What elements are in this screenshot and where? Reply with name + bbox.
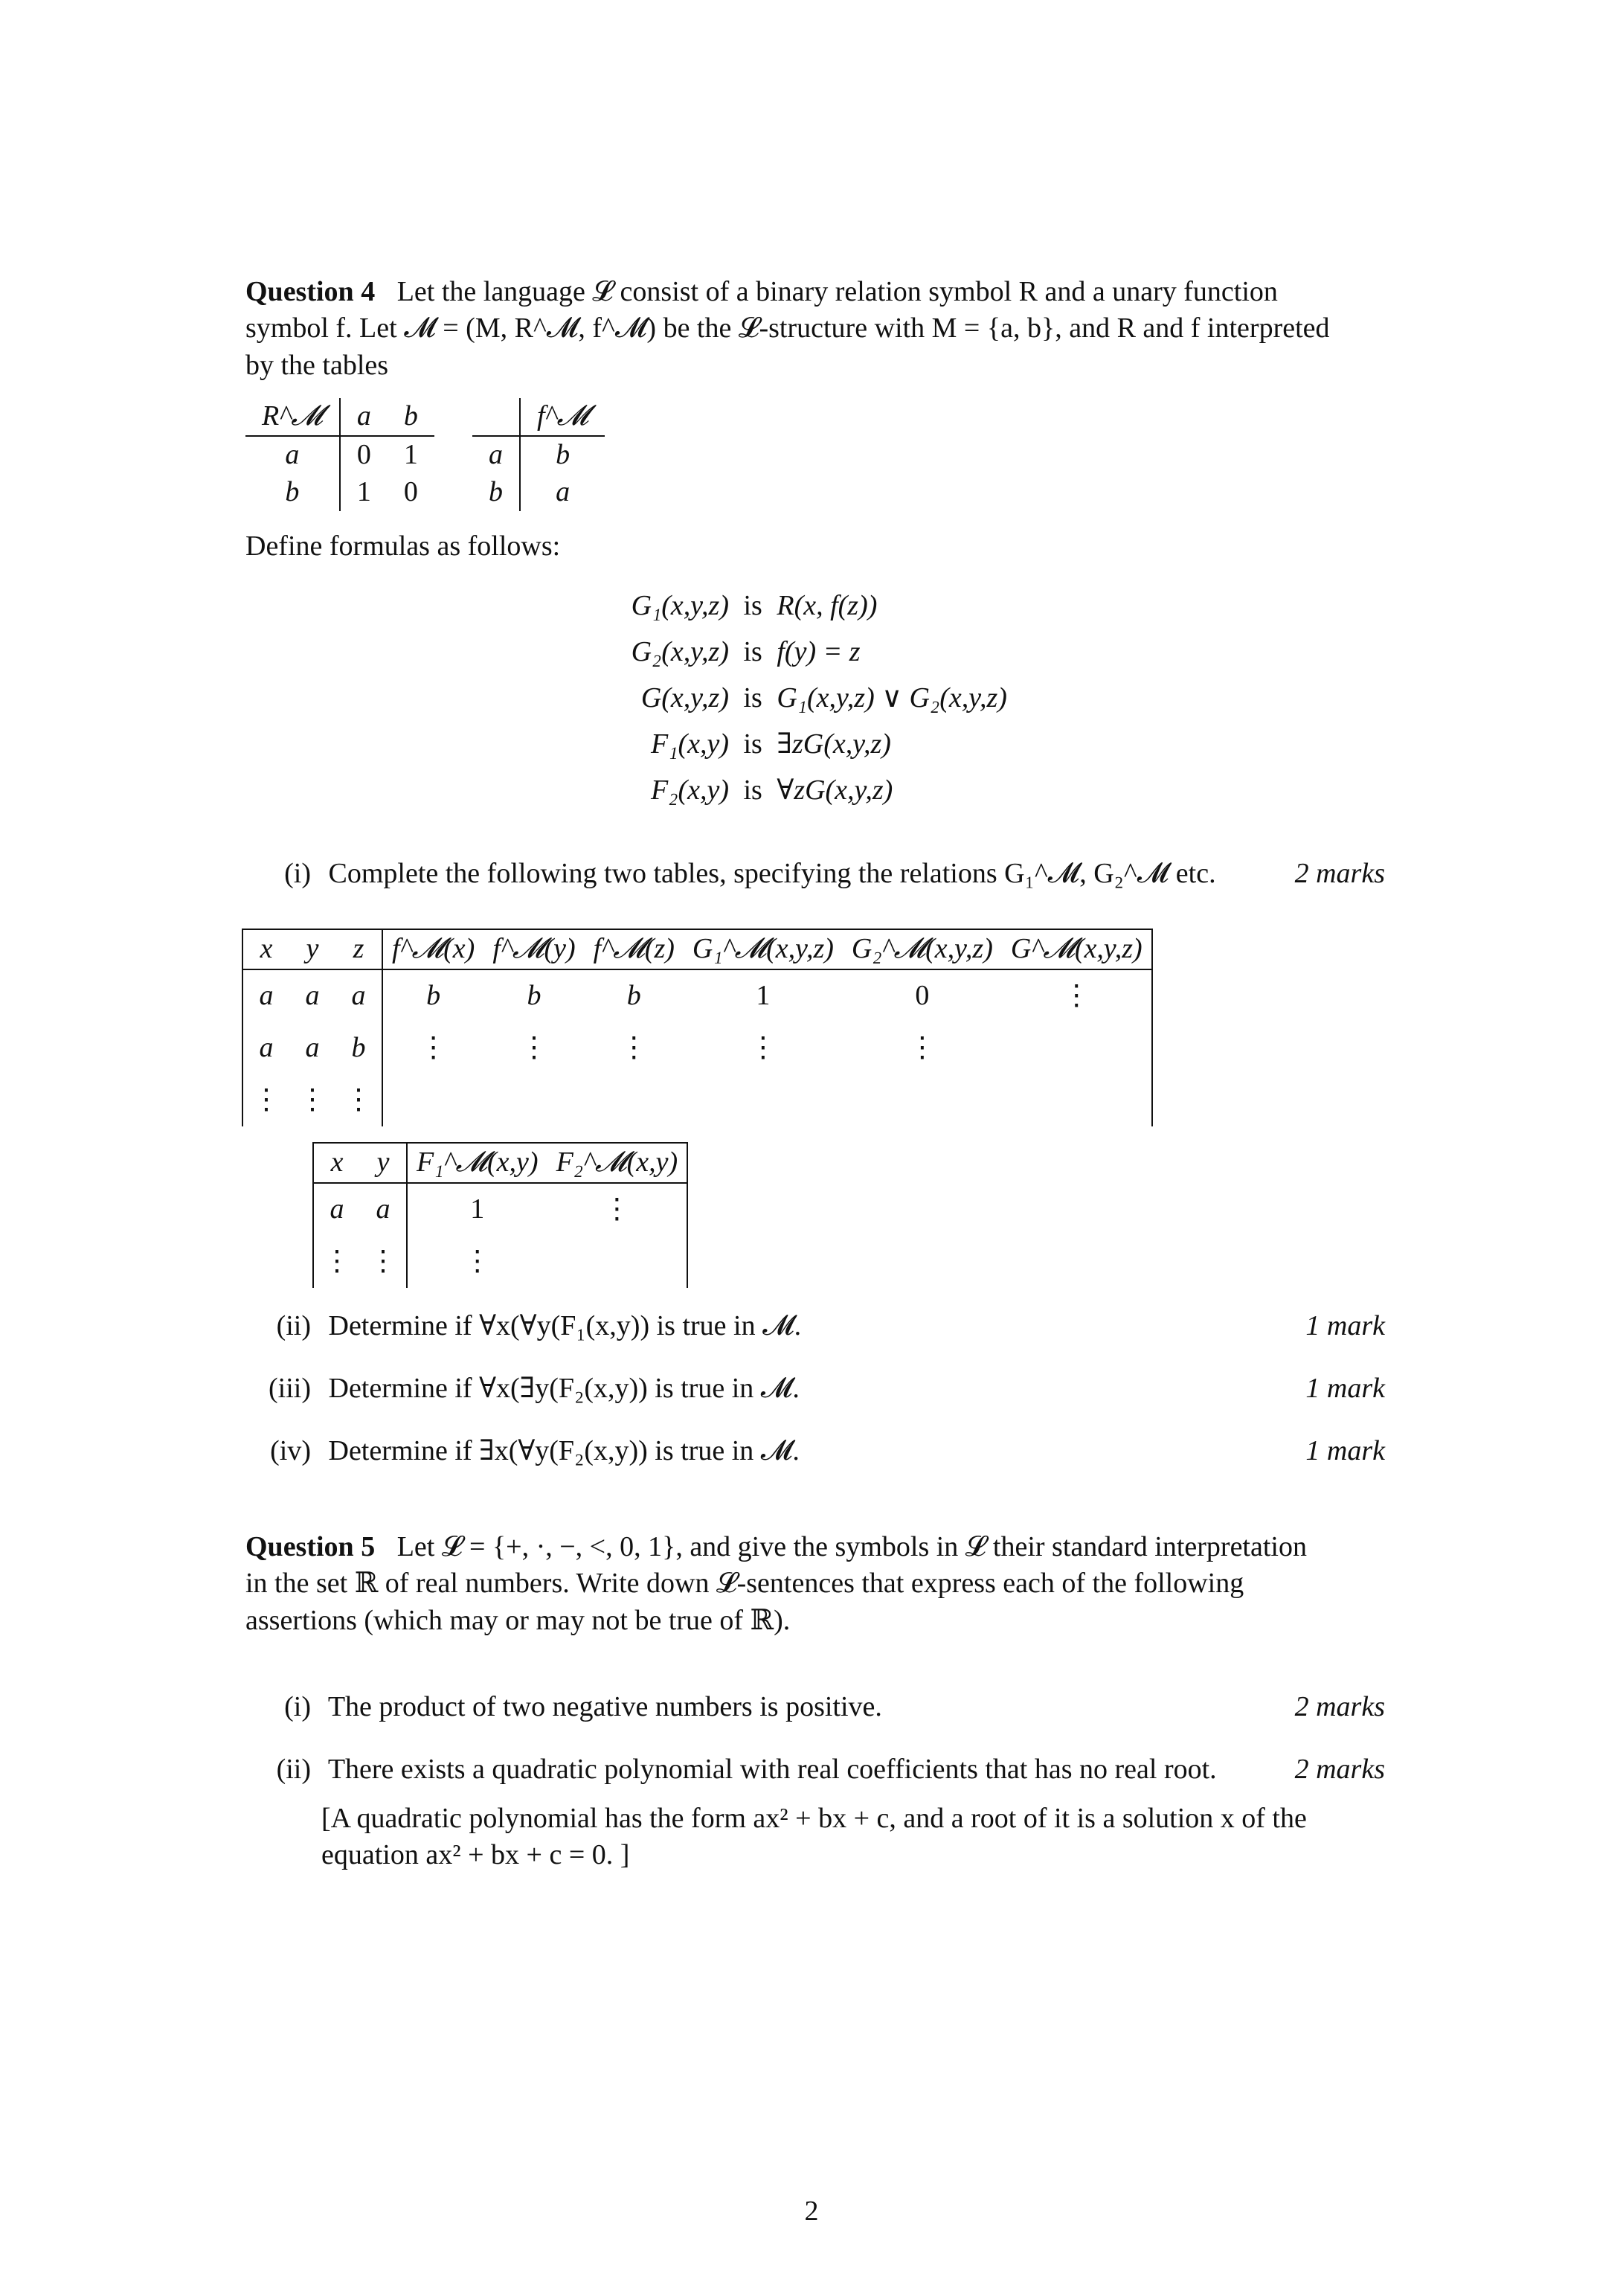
formula-is: is (743, 682, 762, 714)
q5-note-line1: [A quadratic polynomial has the form ax² + bx + c, and a root of it is a solution x of the (321, 1803, 1307, 1834)
table-cell: ⋮ (907, 1032, 936, 1064)
r-table-row-label: b (245, 474, 340, 511)
r-table-cell: 0 (403, 476, 418, 508)
table-cell: ⋮ (419, 1032, 448, 1064)
col-g2: G₂^𝓜(x,y,z) (851, 933, 993, 965)
table-cell: ⋮ (360, 1236, 407, 1288)
formula-lhs: G₂(x,y,z) (631, 636, 729, 667)
table-cell (843, 1074, 1002, 1126)
f-table-cell: a (556, 476, 571, 508)
col-f2: F₂^𝓜(x,y) (556, 1147, 678, 1179)
relations-table (242, 929, 1153, 1126)
table-row (242, 1074, 1152, 1126)
formula-is: is (743, 775, 762, 806)
table-cell: ⋮ (252, 1084, 280, 1116)
col-fz: f^𝓜(z) (593, 933, 675, 965)
r-table-cell: 1 (356, 476, 371, 508)
table-cell: ⋮ (1062, 980, 1091, 1012)
q5-note (321, 1800, 1385, 1874)
r-table-corner: R^𝓜 (245, 398, 340, 436)
part-text: The product of two negative numbers is positive. (327, 1691, 882, 1722)
table-cell: a (259, 1032, 274, 1064)
table-row (313, 1236, 687, 1288)
formula-rhs: f(y) = z (777, 636, 861, 667)
formula-is: is (743, 590, 762, 621)
q5-intro-text1: Let 𝓛 = {+, ·, −, <, 0, 1}, and give the symbols in 𝓛 their standard interpretation (396, 1531, 1307, 1562)
f-table-corner (472, 398, 520, 436)
part-text: Determine if ∃x(∀y(F₂(x,y)) is true in 𝓜. (328, 1435, 800, 1466)
col-g1: G₁^𝓜(x,y,z) (692, 933, 834, 965)
table-cell (1002, 1022, 1152, 1074)
formula-row (588, 634, 1007, 680)
formula-row (588, 680, 1007, 726)
table-cell (483, 1074, 584, 1126)
q4-intro (245, 274, 1385, 384)
col-g: G^𝓜(x,y,z) (1010, 933, 1142, 965)
formula-row (588, 726, 1007, 772)
marks-label: 2 marks (1294, 1754, 1385, 1785)
marks-label: 1 mark (1305, 1373, 1385, 1404)
f-table-header: f^𝓜 (537, 400, 589, 432)
table-cell: a (259, 980, 274, 1012)
table-cell: ⋮ (323, 1245, 351, 1277)
q5-part-ii (245, 1751, 1385, 1788)
q4-label: Question 4 (245, 276, 376, 307)
part-text: There exists a quadratic polynomial with real coefficients that has no real root. (327, 1754, 1217, 1785)
marks-label: 2 marks (1294, 1691, 1385, 1722)
q4-define-text: Define formulas as follows: (245, 530, 561, 562)
q4-intro-line1 (245, 274, 1385, 310)
q4-part-iii (245, 1370, 1385, 1407)
q4-part-ii (245, 1308, 1385, 1344)
formula-row (588, 588, 1007, 634)
part-text: Complete the following two tables, specifying the relations G₁^𝓜, G₂^𝓜 etc. (328, 858, 1216, 889)
formula-rhs: R(x, f(z)) (777, 590, 878, 621)
q5-label: Question 5 (245, 1531, 376, 1562)
f-values-table (312, 1142, 688, 1288)
table-cell: ⋮ (519, 1032, 548, 1064)
marks-label: 1 mark (1305, 1435, 1385, 1466)
formula-lhs: F₁(x,y) (651, 728, 729, 760)
col-fx: f^𝓜(x) (392, 933, 475, 965)
r-table-cell: 0 (356, 439, 371, 471)
col-x: x (330, 1147, 344, 1179)
formula-rhs: G₁(x,y,z) ∨ G₂(x,y,z) (777, 682, 1007, 714)
q4-part-i (245, 856, 1385, 892)
col-y: y (306, 933, 319, 965)
r-table-row-label: a (245, 436, 340, 474)
table-cell: ⋮ (298, 1084, 327, 1116)
f-table-row-label: b (472, 474, 520, 511)
table-cell (1002, 1074, 1152, 1126)
part-number: (ii) (276, 1754, 311, 1785)
table-cell: 1 (470, 1193, 485, 1225)
col-z: z (335, 929, 382, 969)
table-cell: a (305, 1032, 320, 1064)
q4-intro-line2: symbol f. Let 𝓜 = (M, R^𝓜, f^𝓜) be the 𝓛-structure with M = {a, b}, and R and f interpreted (245, 312, 1330, 344)
part-number: (i) (284, 1691, 311, 1722)
table-cell: ⋮ (748, 1032, 777, 1064)
part-text: Determine if ∀x(∃y(F₂(x,y)) is true in 𝓜. (328, 1373, 800, 1404)
col-x: x (260, 933, 273, 965)
part-number: (i) (284, 858, 311, 889)
part-text: Determine if ∀x(∀y(F₁(x,y)) is true in 𝓜. (328, 1310, 802, 1341)
table-cell: 1 (756, 980, 771, 1012)
formula-is: is (743, 728, 762, 760)
q4-part-iv (245, 1433, 1385, 1469)
table-cell: ⋮ (335, 1074, 382, 1126)
table-cell (585, 1074, 684, 1126)
f-table-row-label: a (472, 436, 520, 474)
formula-rhs: ∀zG(x,y,z) (777, 775, 893, 806)
q4-intro-line3: by the tables (245, 349, 389, 381)
col-fy: f^𝓜(y) (492, 933, 576, 965)
table-cell: a (330, 1193, 344, 1225)
marks-label: 1 mark (1305, 1310, 1385, 1341)
table-cell: a (335, 969, 382, 1022)
r-table-col-b: b (403, 400, 418, 432)
formula-row (588, 772, 1007, 818)
table-cell: a (360, 1183, 407, 1236)
table-cell (684, 1074, 843, 1126)
table-row (242, 969, 1152, 1022)
marks-label: 2 marks (1294, 858, 1385, 889)
part-number: (iv) (270, 1435, 311, 1466)
q5-intro-line3: assertions (which may or may not be true of ℝ). (245, 1604, 791, 1636)
q5-intro-line1 (245, 1529, 1385, 1565)
table-cell: ⋮ (602, 1193, 631, 1225)
table-cell (382, 1074, 483, 1126)
formula-lhs: G₁(x,y,z) (631, 590, 729, 621)
col-y: y (360, 1143, 407, 1183)
col-f1: F₁^𝓜(x,y) (417, 1147, 539, 1179)
q5-part-i (245, 1689, 1385, 1725)
table-cell: ⋮ (620, 1032, 649, 1064)
formula-lhs: G(x,y,z) (640, 682, 729, 714)
formula-lhs: F₂(x,y) (651, 775, 729, 806)
table-row (242, 1022, 1152, 1074)
table-row (313, 1183, 687, 1236)
formula-rhs: ∃zG(x,y,z) (777, 728, 891, 760)
formula-is: is (743, 636, 762, 667)
q5-intro (245, 1529, 1385, 1639)
f-table-cell: b (556, 439, 571, 471)
table-cell (547, 1236, 688, 1288)
table-cell: b (527, 980, 541, 1012)
part-number: (ii) (276, 1310, 311, 1341)
q4-intro-text1: Let the language 𝓛 consist of a binary relation symbol R and a unary function (396, 276, 1278, 307)
table-cell: b (426, 980, 441, 1012)
table-cell: a (305, 980, 320, 1012)
page-number: 2 (804, 2196, 819, 2227)
q5-intro-line2: in the set ℝ of real numbers. Write down 𝓛-sentences that express each of the following (245, 1568, 1244, 1600)
formula-block (588, 588, 1007, 818)
table-cell: b (335, 1022, 382, 1074)
table-cell: ⋮ (463, 1245, 492, 1277)
part-number: (iii) (269, 1373, 311, 1404)
r-table-col-a: a (356, 400, 371, 432)
table-cell: 0 (915, 980, 930, 1012)
f-function-table (472, 398, 605, 511)
table-cell: b (626, 980, 641, 1012)
q5-note-line2: equation ax² + bx + c = 0. ] (321, 1839, 630, 1871)
r-relation-table (245, 398, 434, 511)
r-table-cell: 1 (403, 439, 418, 471)
